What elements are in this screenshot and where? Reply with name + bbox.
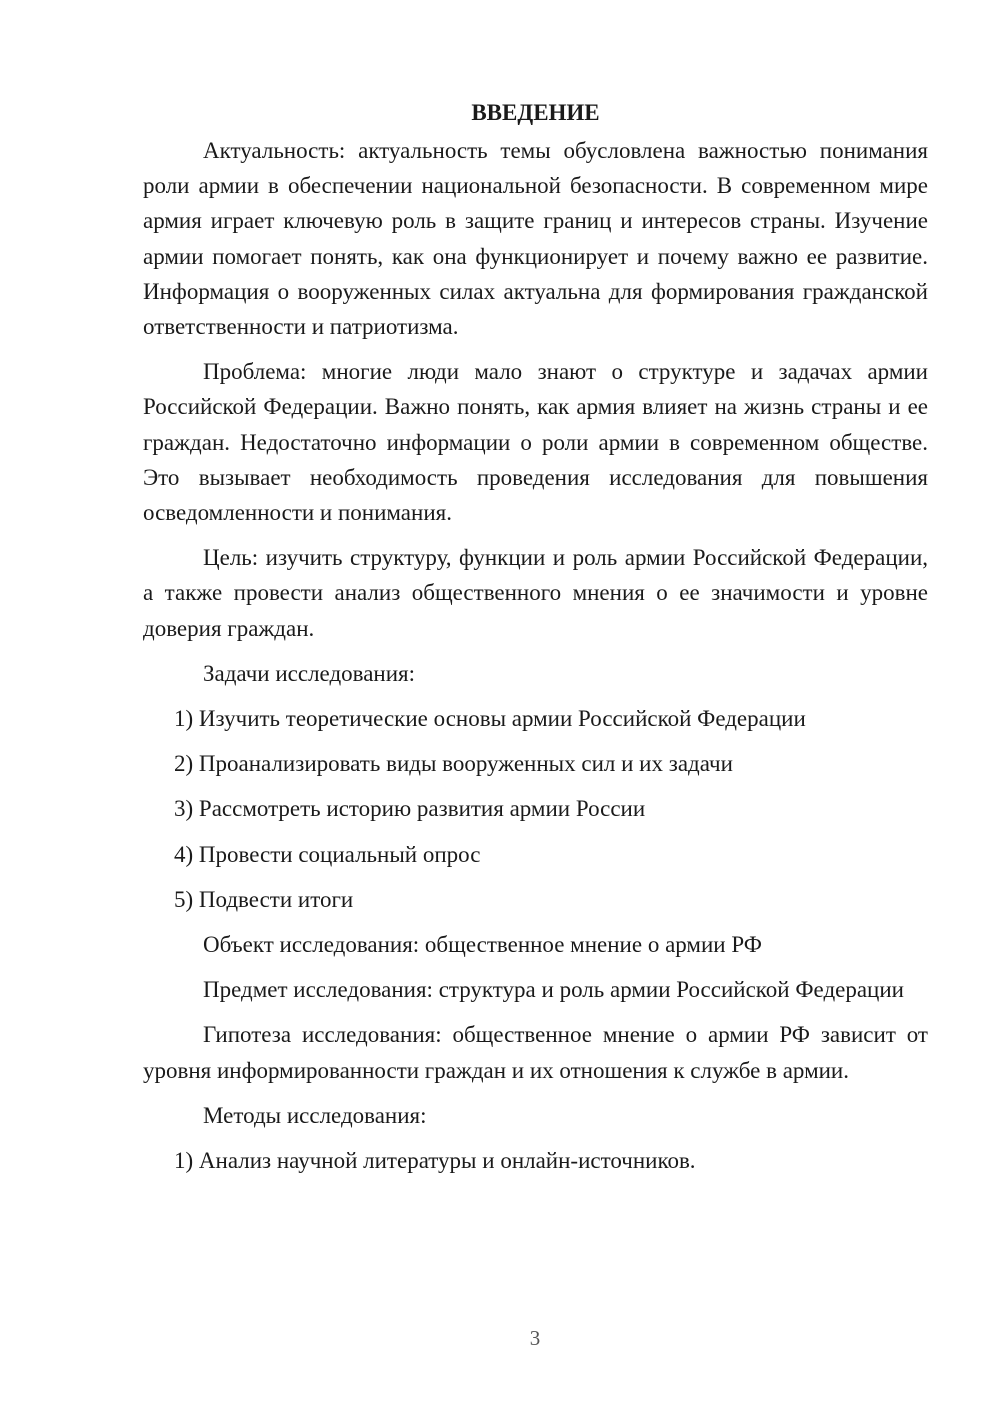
relevance-paragraph: Актуальность: актуальность темы обусловлена важностью понимания роли армии в обеспечении национальной безопасности. В современном мире армия играет ключевую роль в защите границ и интересов страны. Изучение армии помогает понять, как она функционирует и почему важно ее развитие. Информация о вооруженных силах актуальна для формирования гражданской ответственности и патриотизма.: [143, 138, 928, 340]
task-item: 5) Подвести итоги: [174, 886, 354, 912]
section-title: ВВЕДЕНИЕ: [471, 100, 600, 125]
task-item: 3) Рассмотреть историю развития армии России: [174, 796, 646, 822]
problem-paragraph: Проблема: многие люди мало знают о структуре и задачах армии Российской Федерации. Важно понять, как армия влияет на жизнь страны и ее граждан. Недостаточно информации о роли армии в современном обществе. Это вызывает необходимость проведения исследования для повышения осведомленности и понимания.: [143, 359, 928, 526]
methods-heading: Методы исследования:: [203, 1102, 427, 1128]
task-item: 4) Провести социальный опрос: [174, 841, 481, 867]
task-item: 1) Изучить теоретические основы армии Российской Федерации: [174, 706, 806, 732]
hypothesis-paragraph: Гипотеза исследования: общественное мнение о армии РФ зависит от уровня информированности граждан и их отношения к службе в армии.: [143, 1022, 928, 1083]
object-paragraph: Объект исследования: общественное мнение о армии РФ: [203, 932, 762, 958]
task-item: 2) Проанализировать виды вооруженных сил и их задачи: [174, 751, 733, 777]
tasks-heading: Задачи исследования:: [203, 660, 416, 686]
page-content: [143, 95, 928, 1188]
subject-paragraph: Предмет исследования: структура и роль армии Российской Федерации: [203, 977, 904, 1003]
page-number: 3: [529, 1326, 541, 1350]
goal-paragraph: Цель: изучить структуру, функции и роль армии Российской Федерации, а также провести анализ общественного мнения о ее значимости и уровне доверия граждан.: [143, 545, 928, 641]
tasks-list: [143, 701, 928, 917]
method-item: 1) Анализ научной литературы и онлайн-источников.: [174, 1148, 696, 1174]
methods-list: [143, 1143, 928, 1178]
